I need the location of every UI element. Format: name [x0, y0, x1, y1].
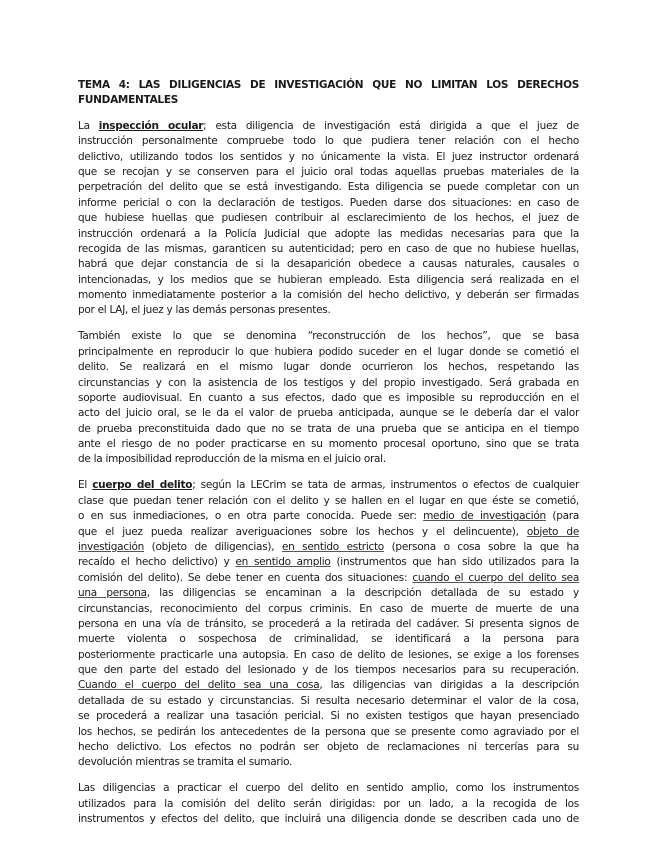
text-line — [78, 648, 579, 663]
underlined-term: cuando el cuerpo del delito sea — [412, 571, 579, 584]
key-term: inspección ocular — [98, 119, 204, 132]
underlined-term: una persona — [78, 587, 147, 600]
text-line — [78, 452, 579, 467]
text-run: También existe lo que se denomina “reconstrucción de los hechos”, que se basa — [78, 330, 579, 343]
text-run: informe pericial o con la declaración de testigos. Pueden darse dos situaciones: en caso de — [78, 196, 579, 209]
text-run: recogida de las mismas, garanticen su autenticidad; pero en caso de que no hubiese huellas, — [78, 242, 579, 255]
underlined-term: en sentido amplio — [235, 556, 331, 569]
text-line — [78, 755, 579, 770]
title-line: FUNDAMENTALES — [78, 94, 178, 107]
text-run: utilizados para la comisión del delito serán dirigidas: por un lado, a la recogida de los — [78, 797, 579, 810]
text-run: o en sus inmediaciones, o en otra parte conocida. Puede ser: — [78, 510, 424, 523]
text-line — [78, 437, 579, 452]
text-run: hecho delictivo. Los efectos no podrán ser objeto de reclamaciones ni tercerías para su — [78, 741, 579, 754]
text-run: ; según la LECrim se tata de armas, instrumentos o efectos de cualquier — [192, 479, 579, 492]
text-line — [78, 586, 579, 601]
title-line: TEMA 4: LAS DILIGENCIAS DE INVESTIGACIÓN QUE NO LIMITAN LOS DERECHOS — [78, 79, 579, 91]
text-line — [78, 709, 579, 724]
text-run: detallada de su estado y circunstancias. Si resulta necesario determinar el valor de la cosa, — [78, 694, 579, 707]
text-line — [78, 663, 579, 678]
text-line — [78, 602, 579, 617]
text-run: delictivo, utilizando todos los sentidos y no únicamente la vista. El juez instructor ordenará — [78, 150, 579, 163]
text-line — [78, 303, 579, 318]
text-run: que el juez pueda realizar averiguaciones sobre los hechos y el delincuente), — [78, 525, 527, 538]
text-run: por el LAJ, el juez y las demás personas presentes. — [78, 304, 331, 317]
text-run: clase que puedan tener relación con el delito y se hallen en el lugar en que éste se cometió, — [78, 494, 579, 507]
text-run: persona en una vía de tránsito, se procederá a la retirada del cadáver. Si presenta signos de — [78, 617, 579, 630]
text-line — [78, 329, 579, 344]
text-run: intencionadas, y los medios que se hubieran empleado. Esta diligencia será realizada en el — [78, 273, 579, 286]
document-page — [78, 78, 579, 838]
text-run: perpetración del delito que se está investigando. Esta diligencia se puede completar con un — [78, 181, 579, 194]
text-line — [78, 257, 579, 272]
text-line — [78, 242, 579, 257]
text-line — [78, 509, 579, 524]
text-line — [78, 797, 579, 812]
text-line — [78, 391, 579, 406]
text-line — [78, 134, 579, 149]
text-run: instrucción ordenará a la Policía Judicial que adopte las medidas necesarias para que la — [78, 227, 579, 240]
paragraph — [78, 329, 579, 468]
text-run: (instrumentos que han sido utilizados para la — [330, 556, 579, 569]
text-line — [78, 360, 579, 375]
text-line — [78, 555, 579, 570]
text-line — [78, 288, 579, 303]
text-line — [78, 725, 579, 740]
text-run: , las diligencias van dirigidas a la descripción — [319, 679, 579, 692]
text-line — [78, 211, 579, 226]
document-body — [78, 119, 579, 828]
text-run: circunstancias, reconocimiento del corpus criminis. En caso de muerte de muerte de una — [78, 602, 579, 615]
text-line — [78, 227, 579, 242]
text-run: principalmente en reproducir lo que hubiera podido suceder en el lugar donde se cometió el — [78, 345, 579, 358]
text-line — [78, 150, 579, 165]
text-line — [78, 345, 579, 360]
text-run: (para — [545, 510, 579, 523]
text-line — [78, 180, 579, 195]
text-run: que den parte del estado del lesionado y de los tiempos necesarios para su recuperación. — [78, 664, 579, 677]
text-line — [78, 119, 579, 134]
text-run: recaído el hecho delictivo) y — [78, 556, 236, 569]
text-line — [78, 540, 579, 555]
text-run: instrumentos y efectos del delito, que incluirá una diligencia donde se describen cada uno de — [78, 813, 579, 826]
text-run: ; esta diligencia de investigación está dirigida a que el juez de — [203, 119, 579, 132]
text-line — [78, 422, 579, 437]
text-run: (persona o cosa sobre la que ha — [383, 540, 579, 553]
text-line — [78, 525, 579, 540]
paragraph — [78, 119, 579, 319]
underlined-term: investigación — [78, 540, 144, 553]
text-run: El — [78, 479, 93, 492]
text-run: los hechos, se pedirán los antecedentes de la persona que se presente como agraviado por el — [78, 725, 579, 738]
text-line — [78, 617, 579, 632]
text-run: acto del juicio oral, se le da el valor de prueba anticipada, aunque se le debería dar el valor — [78, 407, 579, 420]
text-line — [78, 165, 579, 180]
text-run: ante el riesgo de no poder practicarse en su momento procesal oportuno, sino que se trata — [78, 438, 579, 451]
text-line — [78, 740, 579, 755]
text-line — [78, 273, 579, 288]
underlined-term: medio de investigación — [423, 510, 546, 523]
text-run: habrá que dejar constancia de si la desaparición obedece a causas naturales, causales o — [78, 258, 579, 271]
text-line — [78, 196, 579, 211]
text-line — [78, 376, 579, 391]
key-term: cuerpo del delito — [92, 479, 193, 492]
text-run: , las diligencias se encaminan a la descripción detallada de su estado y — [146, 587, 579, 600]
underlined-term: Cuando el cuerpo del delito sea una cosa — [78, 679, 320, 692]
text-run: muerte violenta o sospechosa de criminalidad, se identificará a la persona para — [78, 633, 579, 646]
text-run: momento inmediatamente posterior a la comisión del hecho delictivo, y deberán ser firmadas — [78, 289, 579, 302]
text-line — [78, 812, 579, 827]
text-line — [78, 678, 579, 693]
underlined-term: objeto de — [526, 525, 579, 538]
text-run: (objeto de diligencias), — [143, 540, 282, 553]
text-run: La — [78, 119, 99, 132]
text-line — [78, 478, 579, 493]
paragraph — [78, 781, 579, 827]
text-run: delito. Se realizará en el mismo lugar donde ocurrieron los hechos, respetando las — [78, 361, 579, 374]
text-run: de la imposibilidad reproducción de la misma en el juicio oral. — [78, 453, 386, 466]
document-title — [78, 78, 579, 109]
text-line — [78, 571, 579, 586]
text-run: devolución mientras se tramita el sumario. — [78, 756, 293, 769]
paragraph — [78, 478, 579, 770]
text-run: comisión del delito). Se debe tener en cuenta dos situaciones: — [78, 571, 413, 584]
text-run: Las diligencias a practicar el cuerpo del delito en sentido amplio, como los instrumentos — [78, 782, 579, 795]
text-run: se procederá a realizar una tasación pericial. Si no existen testigos que hayan presenciado — [78, 710, 579, 723]
underlined-term: en sentido estricto — [281, 540, 384, 553]
text-run: que hubiese huellas que pudiesen contribuir al esclarecimiento de los hechos, el juez de — [78, 212, 579, 225]
text-run: que se recojan y se conserven para el juicio oral todas aquellas pruebas materiales de la — [78, 165, 579, 178]
text-run: soporte audiovisual. En cuanto a sus efectos, dado que es imposible su reproducción en el — [78, 391, 579, 404]
text-run: instrucción personalmente compruebe todo lo que pudiera tener relación con el hecho — [78, 135, 579, 148]
text-line — [78, 694, 579, 709]
text-run: circunstancias y con la asistencia de los testigos y del propio investigado. Será grabada en — [78, 376, 579, 389]
text-run: de prueba preconstituida dado que no se trata de una prueba que se anticipa en el tiempo — [78, 422, 579, 435]
text-line — [78, 632, 579, 647]
text-run: posteriormente practicarle una autopsia. En caso de delito de lesiones, se exige a los forenses — [78, 648, 579, 661]
text-line — [78, 781, 579, 796]
text-line — [78, 406, 579, 421]
text-line — [78, 494, 579, 509]
